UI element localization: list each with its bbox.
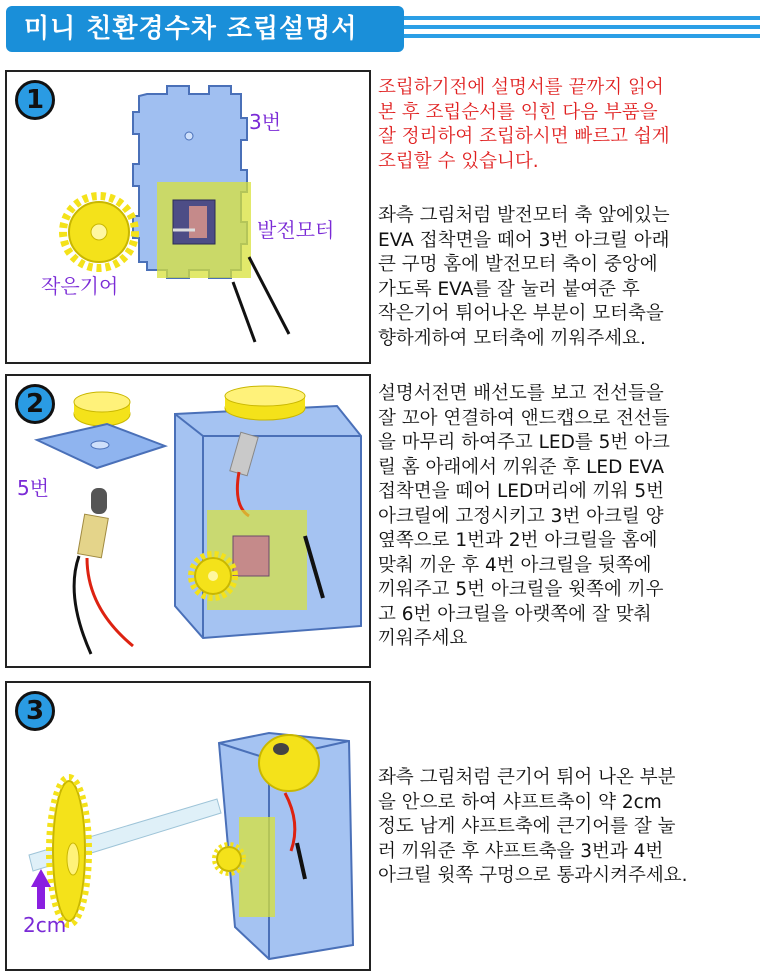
motor-wire-2 (249, 257, 289, 334)
led-icon (91, 488, 107, 514)
step-3-panel (5, 681, 371, 971)
plate-hole (185, 132, 193, 140)
step-1-badge: 1 (15, 80, 55, 120)
step-2-illustration (7, 376, 369, 666)
step-3-badge: 3 (15, 691, 55, 731)
big-gear-icon (49, 777, 89, 925)
label-part3: 3번 (249, 110, 282, 134)
small-gear-icon (63, 196, 135, 268)
step-2-badge: 2 (15, 384, 55, 424)
step-3-text: 좌측 그림처럼 큰기어 튀어 나온 부분 을 안으로 하여 샤프트축이 약 2cm 정도 남게 샤프트축에 큰기어를 잘 눌 러 끼워준 후 샤프트축을 3번과 4번 아크릴 윗쪽 구멍으로 통과시켜주세요. (378, 767, 688, 886)
label-length: 2cm (23, 913, 67, 937)
motor-wire-1 (233, 282, 255, 342)
arrow-up-icon (31, 869, 51, 909)
step-2-panel (5, 374, 371, 668)
label-small-gear: 작은기어 (41, 274, 119, 298)
label-motor: 발전모터 (257, 218, 335, 242)
header-decoration-lines (404, 16, 760, 46)
header (0, 0, 760, 58)
intro-warning-text: 조립하기전에 설명서를 끝까지 읽어 본 후 조립순서를 익힌 다음 부품을 잘 정리하여 조립하시면 빠르고 쉽게 조립할 수 있습니다. (378, 77, 670, 172)
step-1-panel (5, 70, 371, 364)
step-1-text: 좌측 그림처럼 발전모터 축 앞에있는 EVA 접착면을 떼어 3번 아크릴 아래 큰 구멍 홈에 발전모터 축이 중앙에 가도록 EVA를 잘 눌러 붙여준 후 작은기어 튀어나온 부분이 모터축을 향하게하여 모터축에 끼워주세요. (378, 205, 670, 349)
small-gear-icon (191, 554, 235, 598)
label-part5: 5번 (17, 476, 50, 500)
page-title: 미니 친환경수차 조립설명서 (6, 6, 404, 52)
step-2-text: 설명서전면 배선도를 보고 전선들을 잘 꼬아 연결하여 앤드캡으로 전선들 을 마무리 하여주고 LED를 5번 아크 릴 홈 아래에서 끼워준 후 LED EVA 접착면을 떼어 LED머리에 끼워 5번 아크릴에 고정시키고 3번 아크릴 양 옆쪽으로 1번과 2번 아크릴을 홈에 맞춰 끼운 후 4번 아크릴을 뒷쪽에 끼워주고 5번 아크릴을 윗쪽에 끼우 고 6번 아크릴을 아랫쪽에 잘 맞춰 끼워주세요 (378, 383, 670, 649)
